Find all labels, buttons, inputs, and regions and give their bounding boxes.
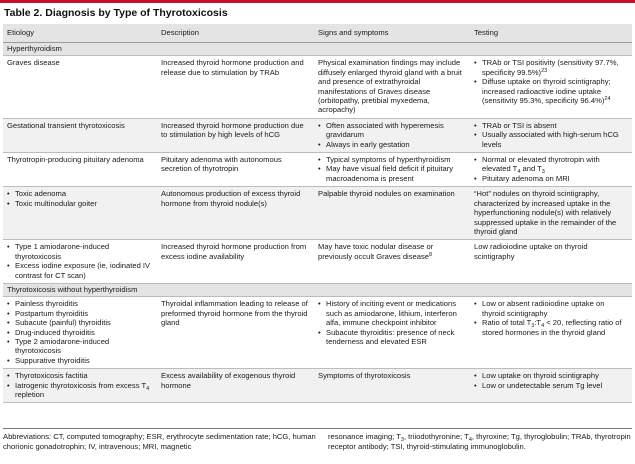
header-row [3, 24, 632, 43]
etiology-item: • Thyrotoxicosis factitia [15, 371, 153, 380]
etiology-item: • Postpartum thyroiditis [15, 309, 153, 318]
testing-item: • TRAb or TSI is absent [482, 121, 628, 130]
header-testing: Testing [470, 24, 632, 43]
description-cell: Thyroidal inflammation leading to release of preformed thyroid hormone from the thyroid gland [157, 297, 314, 369]
testing-item: • Pituitary adenoma on MRI [482, 174, 628, 183]
etiology-cell [3, 369, 157, 403]
signs-cell [314, 118, 470, 152]
etiology-item: • Toxic adenoma [15, 189, 153, 198]
etiology-item: • Type 1 amiodarone-induced thyrotoxicosis [15, 242, 153, 261]
description-cell: Autonomous production of excess thyroid hormone from thyroid nodule(s) [157, 187, 314, 240]
description-cell: Excess availability of exogenous thyroid hormone [157, 369, 314, 403]
section-label: Hyperthyroidism [3, 43, 632, 56]
table-row-factitia [3, 369, 632, 403]
testing-item: • Ratio of total $T_3:T_4 < 20$, reflecting ratio of stored hormones in the thyroid gland [482, 318, 628, 337]
testing-item: • TRAb or TSI positivity (sensitivity 97.7%, specificity 99.5%)$^{23}$ [482, 58, 628, 77]
signs-cell: May have toxic nodular disease or previously occult Graves disease$^8$ [314, 240, 470, 284]
etiology-item: • Suppurative thyroiditis [15, 356, 153, 365]
description-cell: Increased thyroid hormone production from excess iodine availability [157, 240, 314, 284]
etiology-cell [3, 240, 157, 284]
description-cell: Increased thyroid hormone production due to stimulation by high levels of hCG [157, 118, 314, 152]
testing-item: • Low or absent radioiodine uptake on thyroid scintigraphy [482, 299, 628, 318]
table-title: Table 2. Diagnosis by Type of Thyrotoxicosis [0, 0, 635, 24]
section-label: Thyrotoxicosis without hyperthyroidism [3, 283, 632, 296]
table-row-pituitary [3, 153, 632, 187]
testing-item: • Usually associated with high-serum hCG levels [482, 130, 628, 149]
header-signs: Signs and symptoms [314, 24, 470, 43]
testing-item: • Normal or elevated thyrotropin with elevated $T_4$ and $T_3$ [482, 155, 628, 174]
signs-cell [314, 297, 470, 369]
signs-cell: Symptoms of thyrotoxicosis [314, 369, 470, 403]
description-cell: Pituitary adenoma with autonomous secretion of thyrotropin [157, 153, 314, 187]
header-description: Description [157, 24, 314, 43]
etiology-cell: Gestational transient thyrotoxicosis [3, 118, 157, 152]
signs-cell: Palpable thyroid nodules on examination [314, 187, 470, 240]
testing-cell: “Hot” nodules on thyroid scintigraphy, characterized by increased uptake in the hyperfunctioning nodule(s) with relatively suppressed uptake in the remainder of the thyroid gland [470, 187, 632, 240]
etiology-item: • Drug-induced thyroiditis [15, 328, 153, 337]
table-row-toxic-nodular [3, 187, 632, 240]
signs-cell [314, 153, 470, 187]
description-cell: Increased thyroid hormone production and release due to stimulation by TRAb [157, 56, 314, 118]
table-row-gestational [3, 118, 632, 152]
testing-cell [470, 56, 632, 118]
etiology-cell: Graves disease [3, 56, 157, 118]
signs-item: • History of inciting event or medications such as amiodarone, lithium, interferon alfa, immune checkpoint inhibitor [326, 299, 466, 327]
testing-item: • Low or undetectable serum Tg level [482, 381, 628, 390]
signs-item: • Always in early gestation [326, 140, 466, 149]
table-footnote [3, 428, 632, 452]
etiology-item: • Painless thyroiditis [15, 299, 153, 308]
diagnosis-table [3, 24, 632, 403]
etiology-cell: Thyrotropin-producing pituitary adenoma [3, 153, 157, 187]
signs-item: • Subacute thyroiditis: presence of neck tenderness and elevated ESR [326, 328, 466, 347]
signs-cell: Physical examination findings may include diffusely enlarged thyroid gland with a bruit and presence of extrathyroidal manifestations of Graves disease (orbitopathy, pretibial myxedema, acropachy) [314, 56, 470, 118]
etiology-item: • Type 2 amiodarone-induced thyrotoxicosis [15, 337, 153, 356]
table-row-thyroiditis [3, 297, 632, 369]
signs-item: • Typical symptoms of hyperthyroidism [326, 155, 466, 164]
section-row-no-hyperthyroidism [3, 283, 632, 296]
etiology-cell [3, 297, 157, 369]
testing-cell [470, 369, 632, 403]
table-row-graves [3, 56, 632, 118]
header-etiology: Etiology [3, 24, 157, 43]
signs-item: • Often associated with hyperemesis gravidarum [326, 121, 466, 140]
testing-cell [470, 153, 632, 187]
footnote-right: resonance imaging; $T_3$, triiodothyronine; $T_4$, thyroxine; Tg, thyroglobulin; TRAb, thyrotropin receptor antibody; TSI, thyroid-stimulating immunoglobulin. [328, 432, 631, 451]
etiology-item: • Toxic multinodular goiter [15, 199, 153, 208]
etiology-cell [3, 187, 157, 240]
testing-cell: Low radioiodine uptake on thyroid scintigraphy [470, 240, 632, 284]
footnote-left: Abbreviations: CT, computed tomography; ESR, erythrocyte sedimentation rate; hCG, human chorionic gonadotrophin; IV, intravenous; MRI, magnetic [3, 432, 316, 451]
etiology-item: • Excess iodine exposure (ie, iodinated IV contrast for CT scan) [15, 261, 153, 280]
testing-item: • Low uptake on thyroid scintigraphy [482, 371, 628, 380]
etiology-item: • Iatrogenic thyrotoxicosis from excess $T_4$ repletion [15, 381, 153, 400]
signs-item: • May have visual field deficit if pituitary macroadenoma is present [326, 164, 466, 183]
section-row-hyperthyroidism [3, 43, 632, 56]
testing-cell [470, 118, 632, 152]
testing-cell [470, 297, 632, 369]
testing-item: • Diffuse uptake on thyroid scintigraphy; increased radioactive iodine uptake (sensitivity 95.3%, specificity 96.4%)$^{24}$ [482, 77, 628, 105]
table-row-amiodarone-type1 [3, 240, 632, 284]
etiology-item: • Subacute (painful) thyroiditis [15, 318, 153, 327]
